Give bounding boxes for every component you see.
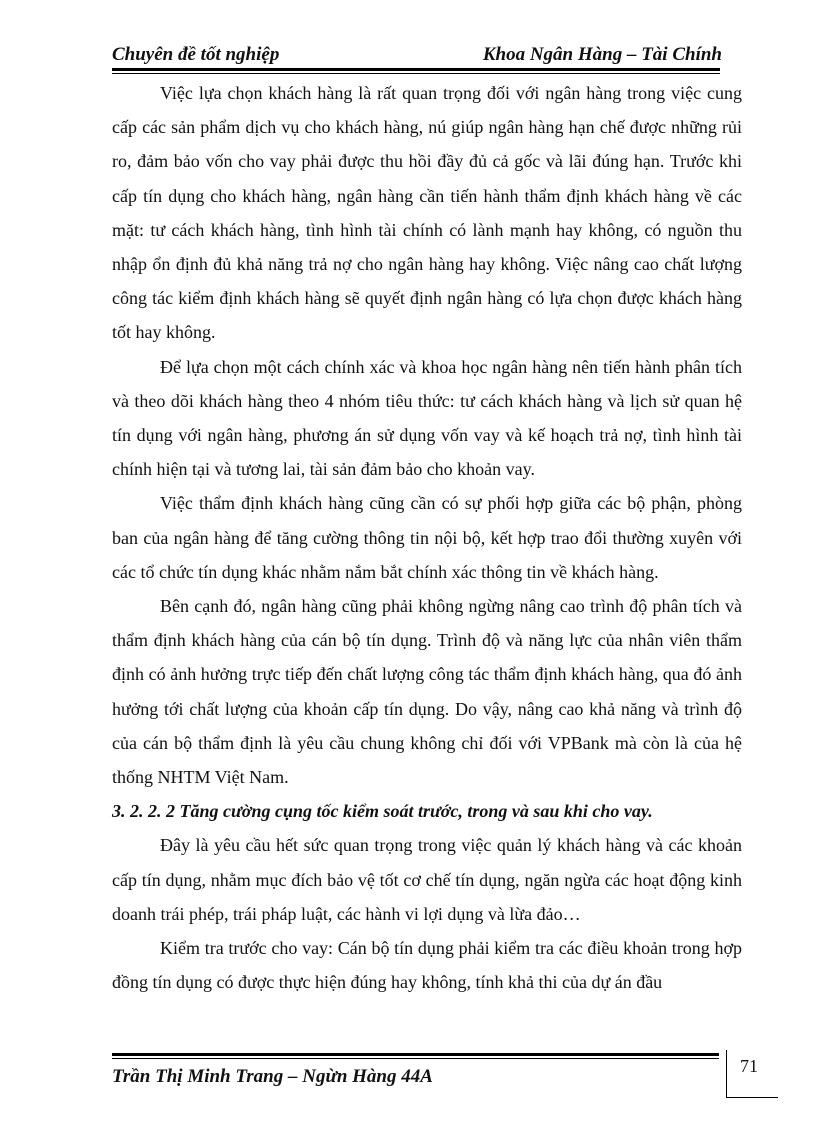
header-faculty: Khoa Ngân Hàng – Tài Chính: [482, 44, 722, 65]
paragraph-customer-selection: Việc lựa chọn khách hàng là rất quan trọng đối với ngân hàng trong việc cung cấp các sản phẩm dịch vụ cho khách hàng, nú giúp ngân hàng hạn chế được những rủi ro, đảm bảo vốn cho vay phải được thu hồi đầy đủ cả gốc và lãi đúng hạn. Trước khi cấp tín dụng cho khách hàng, ngân hàng cần tiến hành thẩm định khách hàng về các mặt: tư cách khách hàng, tình hình tài chính có lành mạnh hay không, có nguồn thu nhập ổn định đủ khả năng trả nợ cho ngân hàng hay không. Việc nâng cao chất lượng công tác kiểm định khách hàng sẽ quyết định ngân hàng có lựa chọn được khách hàng tốt hay không.: [112, 83, 742, 343]
footer-author: Trần Thị Minh Trang – Ngừn Hàng 44A: [112, 1066, 433, 1087]
paragraph-pre-loan-check: Kiểm tra trước cho vay: Cán bộ tín dụng phải kiểm tra các điều khoản trong hợp đồng tín dụng có được thực hiện đúng hay không, tính khả thi của dự án đầu: [112, 938, 742, 993]
page-body: [112, 76, 742, 999]
page-header: [112, 44, 722, 70]
footer-divider-thin: [112, 1058, 719, 1059]
section-heading: 3. 2. 2. 2 Tăng cường cụng tốc kiểm soát trước, trong và sau khi cho vay.: [112, 801, 653, 822]
paragraph-analysis-criteria: Để lựa chọn một cách chính xác và khoa học ngân hàng nên tiến hành phân tích và theo dõi khách hàng theo 4 nhóm tiêu thức: tư cách khách hàng và lịch sử quan hệ tín dụng với ngân hàng, phương án sử dụng vốn vay và kế hoạch trả nợ, tình hình tài chính hiện tại và tương lai, tài sản đảm bảo cho khoản vay.: [112, 356, 742, 480]
header-divider-thin: [112, 73, 720, 74]
paragraph-staff-competence: Bên cạnh đó, ngân hàng cũng phải không ngừng nâng cao trình độ phân tích và thẩm định khách hàng của cán bộ tín dụng. Trình độ và năng lực của nhân viên thẩm định có ảnh hưởng trực tiếp đến chất lượng công tác thẩm định khách hàng, qua đó ảnh hưởng tới chất lượng của khoản cấp tín dụng. Do vậy, nâng cao khả năng và trình độ của cán bộ thẩm định là yêu cầu chung không chỉ đối với VPBank mà còn là của hệ thống NHTM Việt Nam.: [112, 596, 742, 788]
paragraph-coordination: Việc thẩm định khách hàng cũng cần có sự phối hợp giữa các bộ phận, phòng ban của ngân hàng để tăng cường thông tin nội bộ, kết hợp trao đổi thường xuyên với các tổ chức tín dụng khác nhằm nắm bắt chính xác thông tin về khách hàng.: [112, 493, 742, 582]
paragraph-control-importance: Đây là yêu cầu hết sức quan trọng trong việc quản lý khách hàng và các khoản cấp tín dụng, nhằm mục đích bảo vệ tốt cơ chế tín dụng, ngăn ngừa các hoạt động kinh doanh trái phép, trái pháp luật, các hành vi lợi dụng và lừa đảo…: [112, 835, 742, 924]
header-document-type: Chuyên đề tốt nghiệp: [112, 44, 280, 65]
page-number: 71: [740, 1056, 758, 1076]
header-divider-thick: [112, 68, 720, 71]
footer-divider-thick: [112, 1053, 719, 1056]
page-number-frame-left: [726, 1050, 727, 1098]
page-number-frame-bottom: [726, 1097, 778, 1098]
